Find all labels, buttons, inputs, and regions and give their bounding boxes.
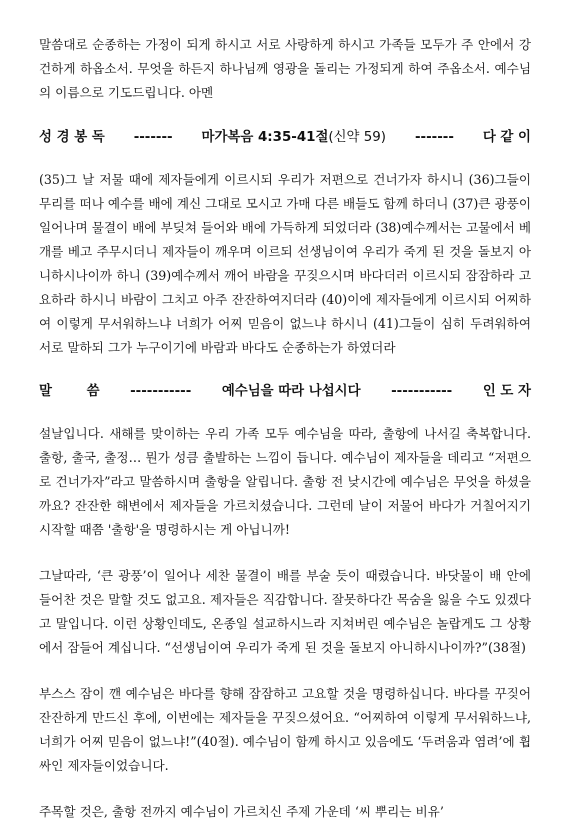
- sermon-paragraph: 주목할 것은, 출항 전까지 예수님이 가르치신 주제 가운데 ‘씨 뿌리는 비유’: [39, 804, 444, 819]
- sermon-paragraph: 부스스 잠이 깬 예수님은 바다를 향해 잠잠하고 고요할 것을 명령하십니다. 바다를 꾸짖어 잔잔하게 만드신 후에, 이번에는 제자들을 꾸짖으셨어요. “어찌하여 이렇게 무서워하느냐, 너희가 어찌 믿음이 없느냐!”(40절). 예수님이 함께 하시고 있음에도 ‘두려움과 염려’에 휩싸인 제자들이었습니다.: [39, 686, 531, 773]
- header-dashes-left: -------: [133, 130, 173, 145]
- scripture-reference-text: 마가복음 4:35-41절: [201, 130, 329, 145]
- scripture-text: (35)그 날 저물 때에 제자들에게 이르시되 우리가 저편으로 건너가자 하시니 (36)그들이 무리를 떠나 예수를 배에 계신 그대로 모시고 가매 다른 배들도 함께 하더니 (37)큰 광풍이 일어나며 물결이 배에 부딪쳐 들어와 배에 가득하게 되었더라 (38)예수께서는 고물에서 베개를 베고 주무시더니 제자들이 깨우며 이르되 선생님이여 우리가 죽게 된 것을 돌보지 아니하시나이까 하니 (39)예수께서 깨어 바람을 꾸짖으시며 바다더러 이르시되 잠잠하라 고요하라 하시니 바람이 그치고 아주 잔잔하여지더라 (40)이에 제자들에게 이르시되 어찌하여 이렇게 무서워하느냐 너희가 어찌 믿음이 없느냐 하시니 (41)그들이 심히 두려워하여 서로 말하되 그가 누구이기에 바람과 바다도 순종하는가 하였더라: [39, 172, 531, 355]
- sermon-dashes-right: -----------: [391, 384, 453, 399]
- scripture-reference: [202, 126, 386, 150]
- scripture-version: (신약 59): [328, 130, 387, 145]
- scripture-reading-label: 성 경 봉 독: [39, 130, 105, 145]
- header-dashes-right: -------: [414, 130, 454, 145]
- document-page: [39, 33, 531, 824]
- sermon-title: 예수님을 따라 나섭시다: [221, 384, 361, 399]
- sermon-paragraph: 그날따라, ‘큰 광풍’이 일어나 세찬 물결이 배를 부술 듯이 때렸습니다. 바닷물이 배 안에 들어찬 것은 말할 것도 없고요. 제자들은 직감합니다. 잘못하다간 목숨을 잃을 수도 있겠다고 말입니다. 이런 상황인데도, 온종일 설교하시느라 지쳐버린 예수님은 놀랍게도 그 상황에서 잠들어 계십니다. “선생님이여 우리가 죽게 된 것을 돌보지 아니하시나이까?”(38절): [39, 568, 531, 655]
- sermon-paragraph: 설날입니다. 새해를 맞이하는 우리 가족 모두 예수님을 따라, 출항에 나서길 축복합니다. 출항, 출국, 출정… 뭔가 성큼 출발하는 느낌이 듭니다. 예수님이 제자들을 데리고 “저편으로 건너가자”라고 말씀하시며 출항을 알립니다. 출항 전 낮시간에 예수님은 무엇을 하셨을까요? 잔잔한 해변에서 제자들을 가르치셨습니다. 그런데 날이 저물어 바다가 거칠어지기 시작할 때쯤 '출항'을 명령하시는 게 아닙니까!: [39, 426, 531, 537]
- sermon-header: [39, 380, 531, 404]
- closing-prayer: 말씀대로 순종하는 가정이 되게 하시고 서로 사랑하게 하시고 가족들 모두가 주 안에서 강건하게 하옵소서. 무엇을 하든지 하나님께 영광을 돌리는 가정되게 하여 주옵소서. 예수님의 이름으로 기도드립니다. 아멘: [39, 37, 531, 100]
- sermon-dashes-left: -----------: [130, 384, 192, 399]
- sermon-label: 말 씀: [39, 384, 100, 399]
- sermon-leader-label: 인 도 자: [482, 384, 531, 399]
- scripture-reader-label: 다 같 이: [482, 130, 531, 145]
- scripture-reading-header: [39, 126, 531, 150]
